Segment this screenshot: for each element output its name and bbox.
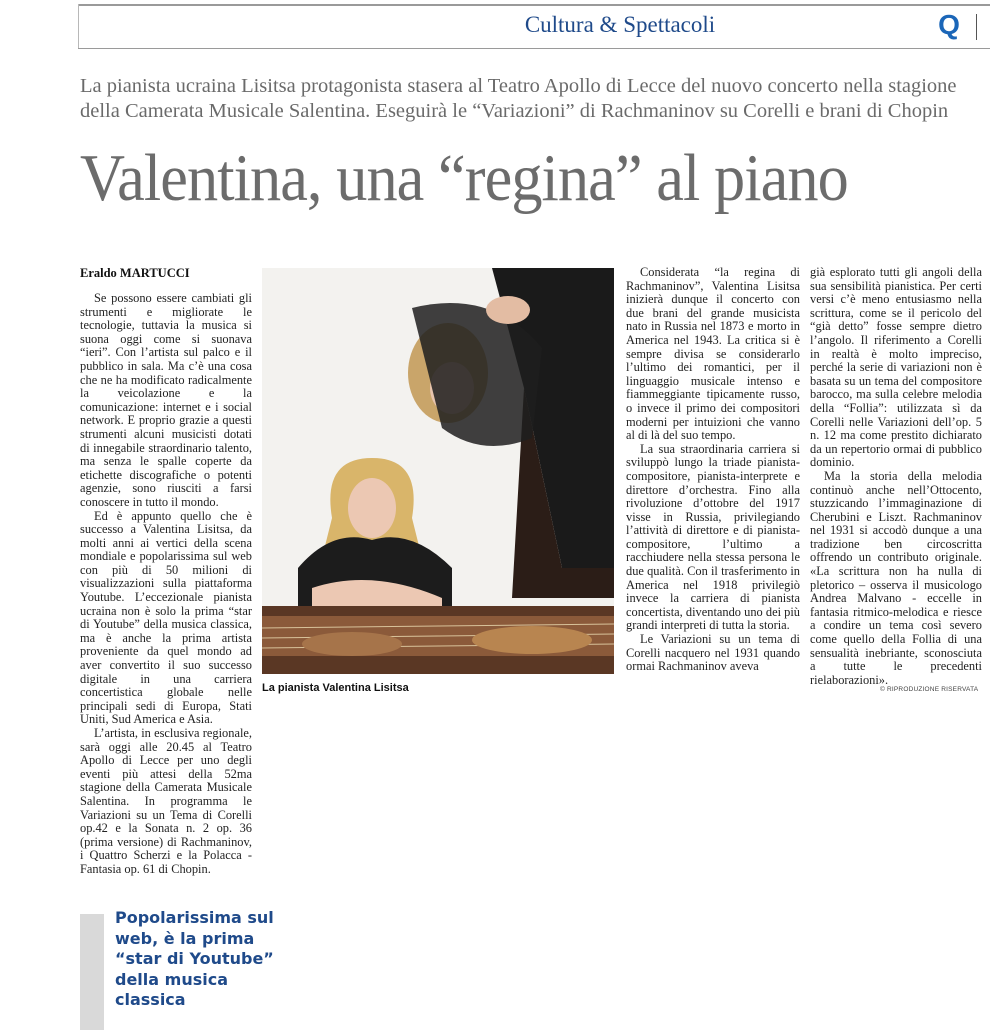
article-subhead xyxy=(80,74,980,124)
body-column-3 xyxy=(626,266,800,674)
header-left-divider xyxy=(78,4,79,48)
newspaper-logo: Q xyxy=(938,9,960,40)
subhead-line-1: La pianista ucraina Lisitsa protagonista stasera al Teatro Apollo di Lecce del nuovo concerto nella stagione xyxy=(80,75,957,97)
paragraph: Ma la storia della melodia continuò anche nell’Ottocento, stuzzicando l’immaginazione di Cherubini e Liszt. Rachmaninov nel 1931 si accodò dunque a una tradizione ben circoscritta offrendo un contributo originale. «La scrittura non ha nulla di pletorico – osserva il musicologo Andrea Malvano - eccelle in fantasia ritmico-melodica e riesce a condire un tema così severo come quello della Follia di una sensualità inebriante, sconosciuta a tutte le precedenti rielaborazioni». xyxy=(810,468,982,687)
body-column-1 xyxy=(80,292,252,877)
article-photo xyxy=(262,268,614,674)
body-column-4 xyxy=(810,266,982,687)
pianist-photo-illustration xyxy=(262,268,614,674)
byline: Eraldo MARTUCCI xyxy=(80,266,190,280)
paragraph: Considerata “la regina di Rachmaninov”, Valentina Lisitsa inizierà dunque il concerto con due brani del grande musicista nato in Russia nel 1873 e morto in America nel 1943. La critica si è sempre divisa se considerarlo l’ultimo dei romantici, per il linguaggio musicale intenso e fiammeggiante tipicamente russo, o invece il primo dei compositori moderni per intuizioni che vanno al di là del suo tempo. xyxy=(626,265,800,443)
paragraph: La sua straordinaria carriera si sviluppò lungo la triade pianista-compositore, pianista-interprete e direttore d’orchestra. Fino alla rivoluzione d’ottobre del 1917 visse in Russia, privilegiando l’attività di direttore e di pianista-compositore, l’ultimo a racchiudere nella stessa persona le due qualità. Con il trasferimento in America nel 1918 privilegiò invece la carriera di pianista concertista, diventando uno dei più grandi interpreti di tutta la storia. xyxy=(626,441,800,633)
paragraph: Se possono essere cambiati gli strumenti e migliorate le tecnologie, tuttavia la musica si suona oggi come si suonava “ieri”. Con l’artista sul palco e il pubblico in sala. Ma c’è una cosa che ne ha modificato radicalmente la veicolazione e la comunicazione: internet e i social network. E proprio grazie a questi strumenti alcuni musicisti dotati di innegabile straordinario talento, ma senza le spalle coperte da etichette discografiche o potenti agenzie, sono riusciti a farsi conoscere in tutto il mondo. xyxy=(80,291,252,509)
paragraph: già esplorato tutti gli angoli della sua sensibilità pianistica. Per certi versi c’è meno entusiasmo nella scrittura, come se il pericolo del “già detto” fosse sempre dietro l’angolo. Il riferimento a Corelli in realtà è molto impreciso, perché la serie di variazioni non è basata su un tema del compositore barocco, ma sulla celebre melodia della “Follia”: utilizzata sì da Corelli nelle Variazioni dell’op. 5 n. 12 ma come prestito dichiarato da un repertorio ormai di pubblico dominio. xyxy=(810,265,982,470)
header-right-divider xyxy=(976,14,977,40)
section-title: Cultura & Spettacoli xyxy=(524,12,716,37)
paragraph: Le Variazioni su un tema di Corelli nacquero nel 1931 quando ormai Rachmaninov aveva xyxy=(626,632,800,674)
paragraph: L’artista, in esclusiva regionale, sarà oggi alle 20.45 al Teatro Apollo di Lecce per uno degli eventi più attesi della 52ma stagione della Camerata Musicale Salentina. In programma le Variazioni su un Tema di Corelli op.42 e la Sonata n. 2 op. 36 (prima versione) di Rachmaninov, i Quattro Scherzi e la Polacca - Fantasia op. 61 di Chopin. xyxy=(80,726,252,876)
header-rule xyxy=(78,48,990,49)
paragraph: Ed è appunto quello che è successo a Valentina Lisitsa, da molti anni ai vertici della scena mondiale e popolarissima sul web con più di 50 milioni di visualizzazioni sulla piattaforma Youtube. L’eccezionale pianista ucraina non è solo la prima “star di Youtube” della musica classica, ma è anche la prima artista proveniente da quel mondo ad aver convertito il suo successo digitale in una carriera concertistica globale nelle principali sedi di Europa, Stati Uniti, Sud America e Asia. xyxy=(80,508,252,727)
subhead-line-2: della Camerata Musicale Salentina. Eseguirà le “Variazioni” di Rachmaninov su Corelli e brani di Chopin xyxy=(80,100,949,122)
pull-quote: Popolarissima sul web, è la prima “star di Youtube” della musica classica xyxy=(115,908,274,1009)
copyright-notice: © RIPRODUZIONE RISERVATA xyxy=(880,686,979,693)
article-headline: Valentina, una “regina” al piano xyxy=(80,141,848,215)
pull-quote-bar xyxy=(80,914,104,1030)
photo-caption: La pianista Valentina Lisitsa xyxy=(262,682,409,694)
top-rule xyxy=(78,4,990,6)
